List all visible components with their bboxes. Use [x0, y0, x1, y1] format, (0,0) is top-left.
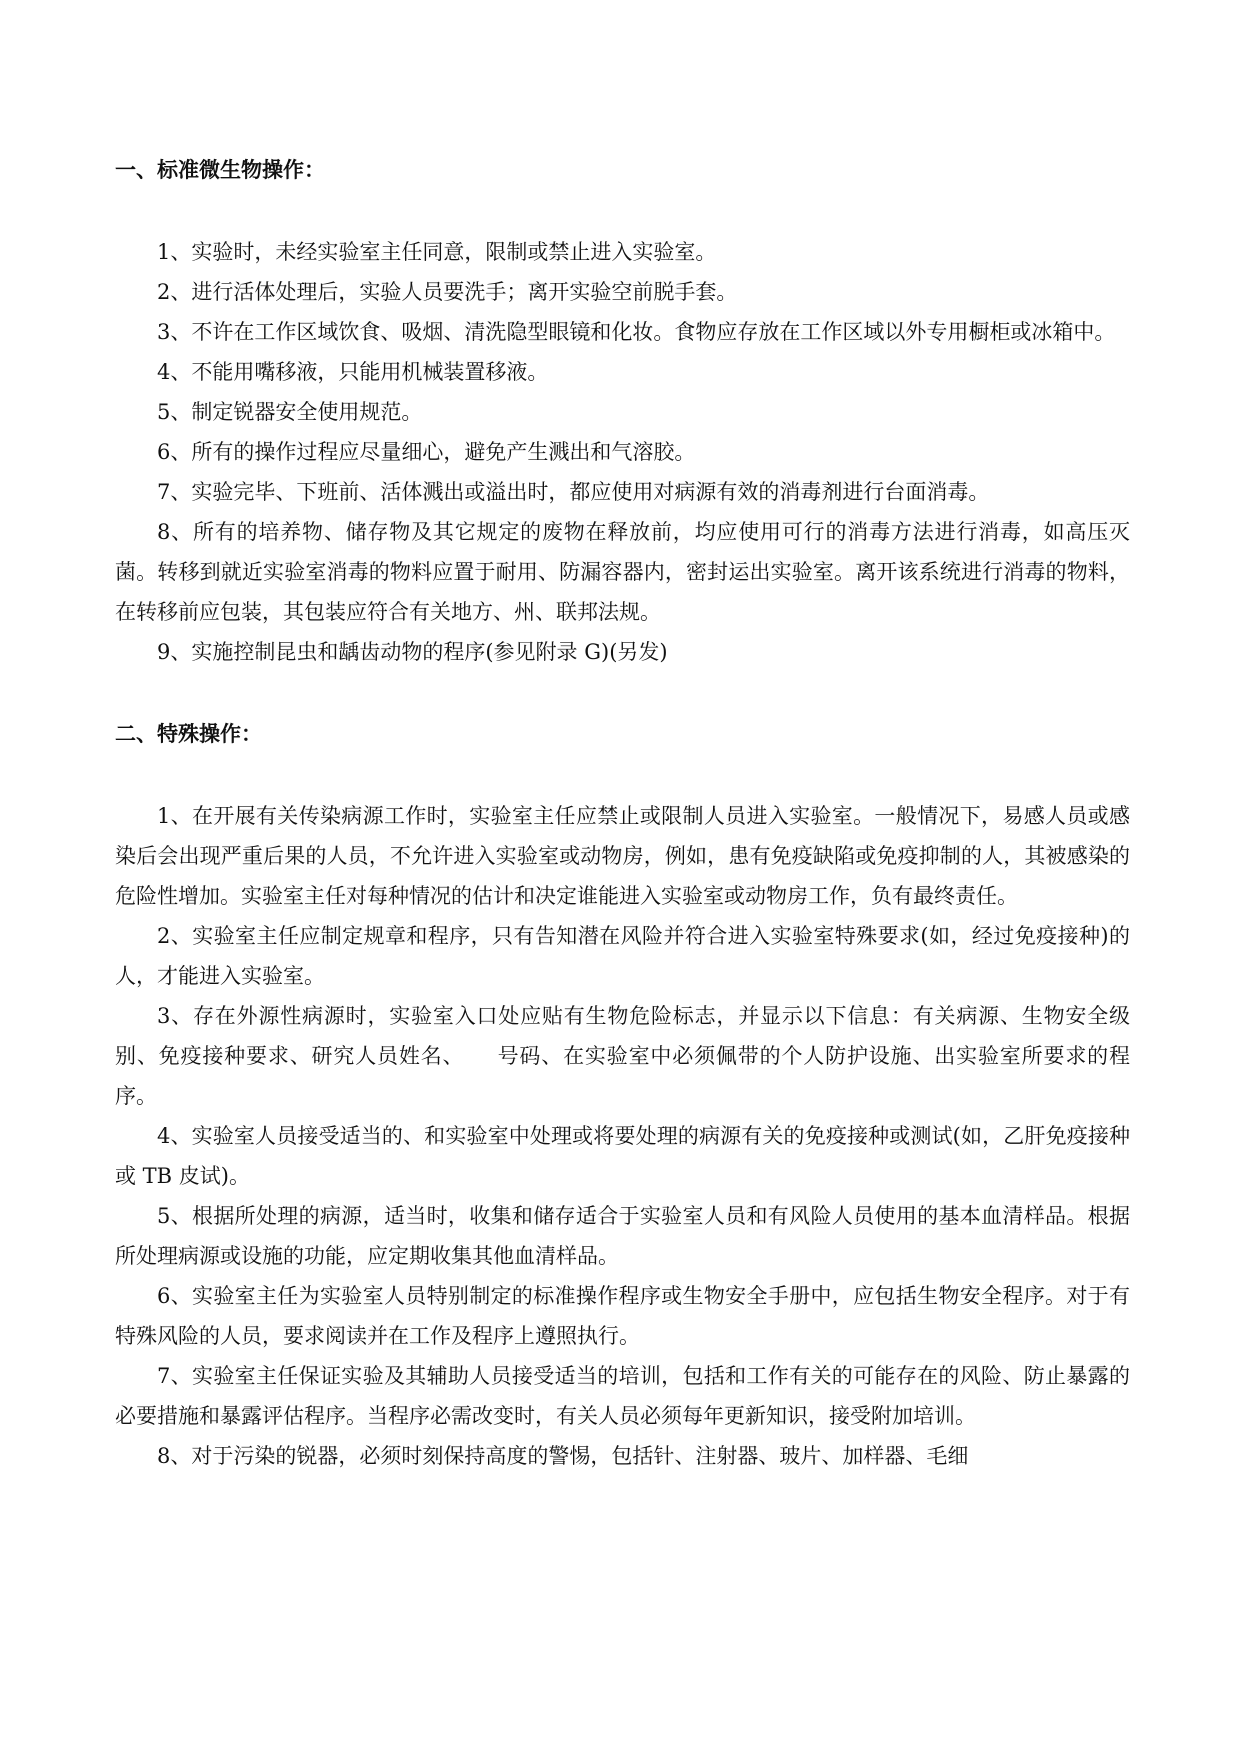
list-item: 2、实验室主任应制定规章和程序，只有告知潜在风险并符合进入实验室特殊要求(如，经过免疫接种)的人，才能进入实验室。	[115, 924, 1130, 988]
spacer	[115, 190, 1130, 232]
list-item: 8、所有的培养物、储存物及其它规定的废物在释放前，均应使用可行的消毒方法进行消毒，如高压灭菌。转移到就近实验室消毒的物料应置于耐用、防漏容器内，密封运出实验室。离开该系统进行消毒的物料，在转移前应包装，其包装应符合有关地方、州、联邦法规。	[115, 520, 1130, 624]
section-special-practices	[115, 714, 1130, 1476]
list-item: 8、对于污染的锐器，必须时刻保持高度的警惕，包括针、注射器、玻片、加样器、毛细	[157, 1444, 969, 1468]
section-heading: 二、特殊操作：	[115, 722, 262, 746]
spacer	[115, 672, 1130, 714]
list-item: 6、所有的操作过程应尽量细心，避免产生溅出和气溶胶。	[157, 440, 696, 464]
list-item: 7、实验完毕、下班前、活体溅出或溢出时，都应使用对病源有效的消毒剂进行台面消毒。	[157, 480, 990, 504]
list-item: 4、实验室人员接受适当的、和实验室中处理或将要处理的病源有关的免疫接种或测试(如，乙肝免疫接种或 TB 皮试)。	[115, 1124, 1130, 1188]
list-item: 4、不能用嘴移液，只能用机械装置移液。	[157, 360, 549, 384]
list-item: 2、进行活体处理后，实验人员要洗手；离开实验空前脱手套。	[157, 280, 738, 304]
list-item: 6、实验室主任为实验室人员特别制定的标准操作程序或生物安全手册中，应包括生物安全程序。对于有特殊风险的人员，要求阅读并在工作及程序上遵照执行。	[115, 1284, 1130, 1348]
list-item: 1、在开展有关传染病源工作时，实验室主任应禁止或限制人员进入实验室。一般情况下，易感人员或感染后会出现严重后果的人员，不允许进入实验室或动物房，例如，患有免疫缺陷或免疫抑制的人，其被感染的危险性增加。实验室主任对每种情况的估计和决定谁能进入实验室或动物房工作，负有最终责任。	[115, 804, 1130, 908]
list-item: 5、制定锐器安全使用规范。	[157, 400, 423, 424]
list-item: 7、实验室主任保证实验及其辅助人员接受适当的培训，包括和工作有关的可能存在的风险、防止暴露的必要措施和暴露评估程序。当程序必需改变时，有关人员必须每年更新知识，接受附加培训。	[115, 1364, 1130, 1428]
list-item: 5、根据所处理的病源，适当时，收集和储存适合于实验室人员和有风险人员使用的基本血清样品。根据所处理病源或设施的功能，应定期收集其他血清样品。	[115, 1204, 1130, 1268]
list-item: 1、实验时，未经实验室主任同意，限制或禁止进入实验室。	[157, 240, 717, 264]
document-page	[115, 150, 1130, 1476]
list-item: 3、存在外源性病源时，实验室入口处应贴有生物危险标志，并显示以下信息：有关病源、生物安全级别、免疫接种要求、研究人员姓名、 号码、在实验室中必须佩带的个人防护设施、出实验室所要求的程序。	[115, 1004, 1130, 1108]
section-standard-microbiological-practices	[115, 150, 1130, 672]
list-item: 3、不许在工作区域饮食、吸烟、清洗隐型眼镜和化妆。食物应存放在工作区域以外专用橱柜或冰箱中。	[157, 320, 1116, 344]
spacer	[115, 754, 1130, 796]
list-item: 9、实施控制昆虫和龋齿动物的程序(参见附录 G)(另发)	[157, 640, 668, 664]
section-heading: 一、标准微生物操作：	[115, 158, 325, 182]
